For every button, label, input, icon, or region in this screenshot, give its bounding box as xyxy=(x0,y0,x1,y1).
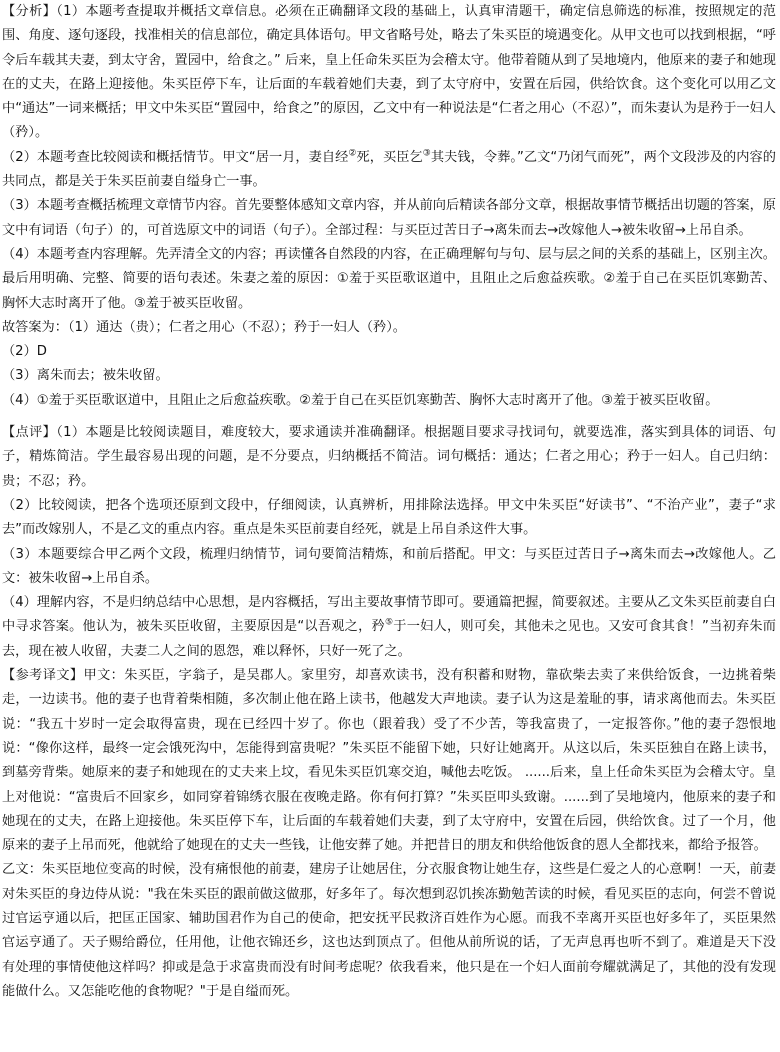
analysis-section xyxy=(2,0,776,316)
analysis-paragraph-3: （3）本题考查概括梳理文章情节内容。首先要整体感知文章内容，并从前向后精读各部分文章，根据故事情节概括出切题的答案，原文中有词语（句子）的，可首选原文中的词语（句子）。全部过程：与买臣过苦日子→离朱而去→改嫁他人→被朱收留→上吊自杀。 xyxy=(2,198,776,238)
analysis-paragraph-4: （4）本题考查内容理解。先弄清全文的内容；再读懂各自然段的内容，在正确理解句与句、层与层之间的关系的基础上，区别主次。最后用明确、完整、简要的语句表述。朱妻之羞的原因：①羞于买臣歌讴道中，且阻止之后愈益疾歌。②羞于自己在买臣饥寒勤苦、胸怀大志时离开了他。③羞于被买臣收留。 xyxy=(2,246,776,311)
answer-3: （3）离朱而去；被朱收留。 xyxy=(2,368,169,384)
answer-4: （4）①羞于买臣歌讴道中，且阻止之后愈益疾歌。②羞于自己在买臣饥寒勤苦、胸怀大志时离开了他。③羞于被买臣收留。 xyxy=(2,392,719,408)
answers-section xyxy=(2,316,776,413)
analysis-paragraph-2-part-c: 其夫钱，令葬。”乙文“乃闭气而死”，两个文段涉及的内容的共同点，都是关于朱买臣前妻自缢身亡一事。 xyxy=(2,149,776,190)
translation-section xyxy=(2,664,776,1004)
analysis-paragraph-1: 【分析】（1）本题考查提取并概括文章信息。必须在正确翻译文段的基础上，认真审清题干，确定信息筛选的标准，按照规定的范围、角度、逐句逐段，找准相关的信息部位，确定具体语句。甲文省略号处，略去了朱买臣的境遇变化。从甲文也可以找到根据，“呼令后车载其夫妻，到太守舍，置园中，给食之。” 后来，皇上任命朱买臣为会稽太守。他带着随从到了吴地境内，他原来的妻子和她现在的丈夫，在路上迎接他。朱买臣停下车，让后面的车载着她们夫妻，到了太守府中，安置在后园，供给饮食。这个变化可以用乙文中“通达”一词来概括；甲文中朱买臣“置园中，给食之”的原因，乙文中有一种说法是“仁者之用心（不忍）”，而朱妻认为是矜于一妇人（矜）。 xyxy=(2,4,776,141)
answer-2: （2）D xyxy=(2,344,47,360)
comment-paragraph-2: （2）比较阅读，把各个选项还原到文段中，仔细阅读，认真辨析，用排除法选择。甲文中朱买臣“好读书”、“不治产业”，妻子“求去”而改嫁别人，不是乙文的重点内容。重点是朱买臣前妻自经死，就是上吊自杀这件大事。 xyxy=(2,497,776,538)
analysis-paragraph-2-part-a: （2）本题考查比较阅读和概括情节。甲文“居一月，妻自经 xyxy=(2,149,349,165)
answer-summary: 故答案为：（1）通达（贵）；仁者之用心（不忍）；矜于一妇人（矜）。 xyxy=(2,319,406,335)
translation-text-a: 【参考译文】甲文：朱买臣，字翁子，是吴郡人。家里穷，却喜欢读书，没有积蓄和财物，靠砍柴去卖了来供给饭食，一边挑着柴走，一边读书。他的妻子也背着柴相随，多次制止他在路上读书，他越发大声地读。妻子认为这是羞耻的事，请求离他而去。朱买臣说：“我五十岁时一定会取得富贵，现在已经四十岁了。你也（跟着我）受了不少苦，等我富贵了，一定报答你。”他的妻子怨恨地说：“像你这样，最终一定会饿死沟中，怎能得到富贵呢？”朱买臣不能留下她，只好让她离开。从这以后，朱买臣独自在路上读书，到墓旁背柴。她原来的妻子和她现在的丈夫来上坟，看见朱买臣饥寒交迫，喊他去吃饭。 ......后来，皇上任命朱买臣为会稽太守。皇上对他说：“富贵后不回家乡，如同穿着锦绣衣服在夜晚走路。你有何打算？”朱买臣叩头致谢。......到了吴地境内，他原来的妻子和她现在的丈夫，在路上迎接他。朱买臣停下车，让后面的车载着她们夫妻，到了太守府中，安置在后园，供给饮食。过了一个月，他原来的妻子上吊而死，他就给了她现在的丈夫一些钱，让他安葬了她。并把昔日的朋友和供给他饭食的恩人全都找来，都给予报答。 xyxy=(2,668,776,854)
footnote-marker-2: ② xyxy=(348,148,357,159)
comment-section xyxy=(2,421,776,664)
comment-paragraph-4-part-a: （4）理解内容，不是归纳总结中心思想，是内容概括，写出主要故事情节即可。要通篇把握，简要叙述。主要从乙文朱买臣前妻自白中寻求答案。他认为，被朱买臣收留，主要原因是“以吾观之，矜 xyxy=(2,595,776,635)
analysis-paragraph-2-part-b: 死，买臣乞 xyxy=(356,149,423,165)
analysis-paragraph-2 xyxy=(2,146,776,195)
footnote-marker-5: ⑤ xyxy=(384,618,394,629)
footnote-marker-3: ③ xyxy=(422,148,431,159)
comment-paragraph-3: （3）本题要综合甲乙两个文段，梳理归纳情节，词句要简洁精炼，和前后搭配。甲文：与买臣过苦日子→离朱而去→改嫁他人。乙文：被朱收留→上吊自杀。 xyxy=(2,546,776,586)
section-gap xyxy=(2,413,776,421)
comment-paragraph-1: 【点评】（1）本题是比较阅读题目，难度较大，要求通读并准确翻译。根据题目要求寻找词句，就要选准，落实到具体的词语、句子，精炼简洁。学生最容易出现的问题，是不分要点，归纳概括不简洁。词句概括：通达；仁者之用心；矜于一妇人。自己归纳：贵；不忍；矜。 xyxy=(2,425,776,489)
comment-paragraph-4-part-b: 于一妇人，则可矣，其他未之见也。又安可食其食！”当初弃朱而去，现在被人收留，夫妻二人之间的恩怨，难以释怀，只好一死了之。 xyxy=(2,619,776,659)
comment-paragraph-4 xyxy=(2,591,776,664)
translation-text-b: 乙文：朱买臣地位变高的时候，没有痛恨他的前妻，建房子让她居住，分衣服食物让她生存，这些是仁爱之人的心意啊！一天，前妻对朱买臣的身边侍从说："我在朱买臣的跟前做这做那，好多年了。每次想到忍饥挨冻勤勉苦读的时候，看见买臣的志向，何尝不曾说过官运亨通以后，把匡正国家、辅助国君作为自己的使命，把安抚平民救济百姓作为心愿。而我不幸离开买臣也好多年了，买臣果然官运亨通了。天子赐给爵位，任用他，让他衣锦还乡，这也达到顶点了。但他从前所说的话，了无声息再也听不到了。难道是天下没有处理的事情使他这样吗？抑或是急于求富贵而没有时间考虑呢？依我看来，他只是在一个妇人面前夸耀就满足了，其他的没有发现能做什么。又怎能吃他的食物呢？"于是自缢而死。 xyxy=(2,862,776,999)
